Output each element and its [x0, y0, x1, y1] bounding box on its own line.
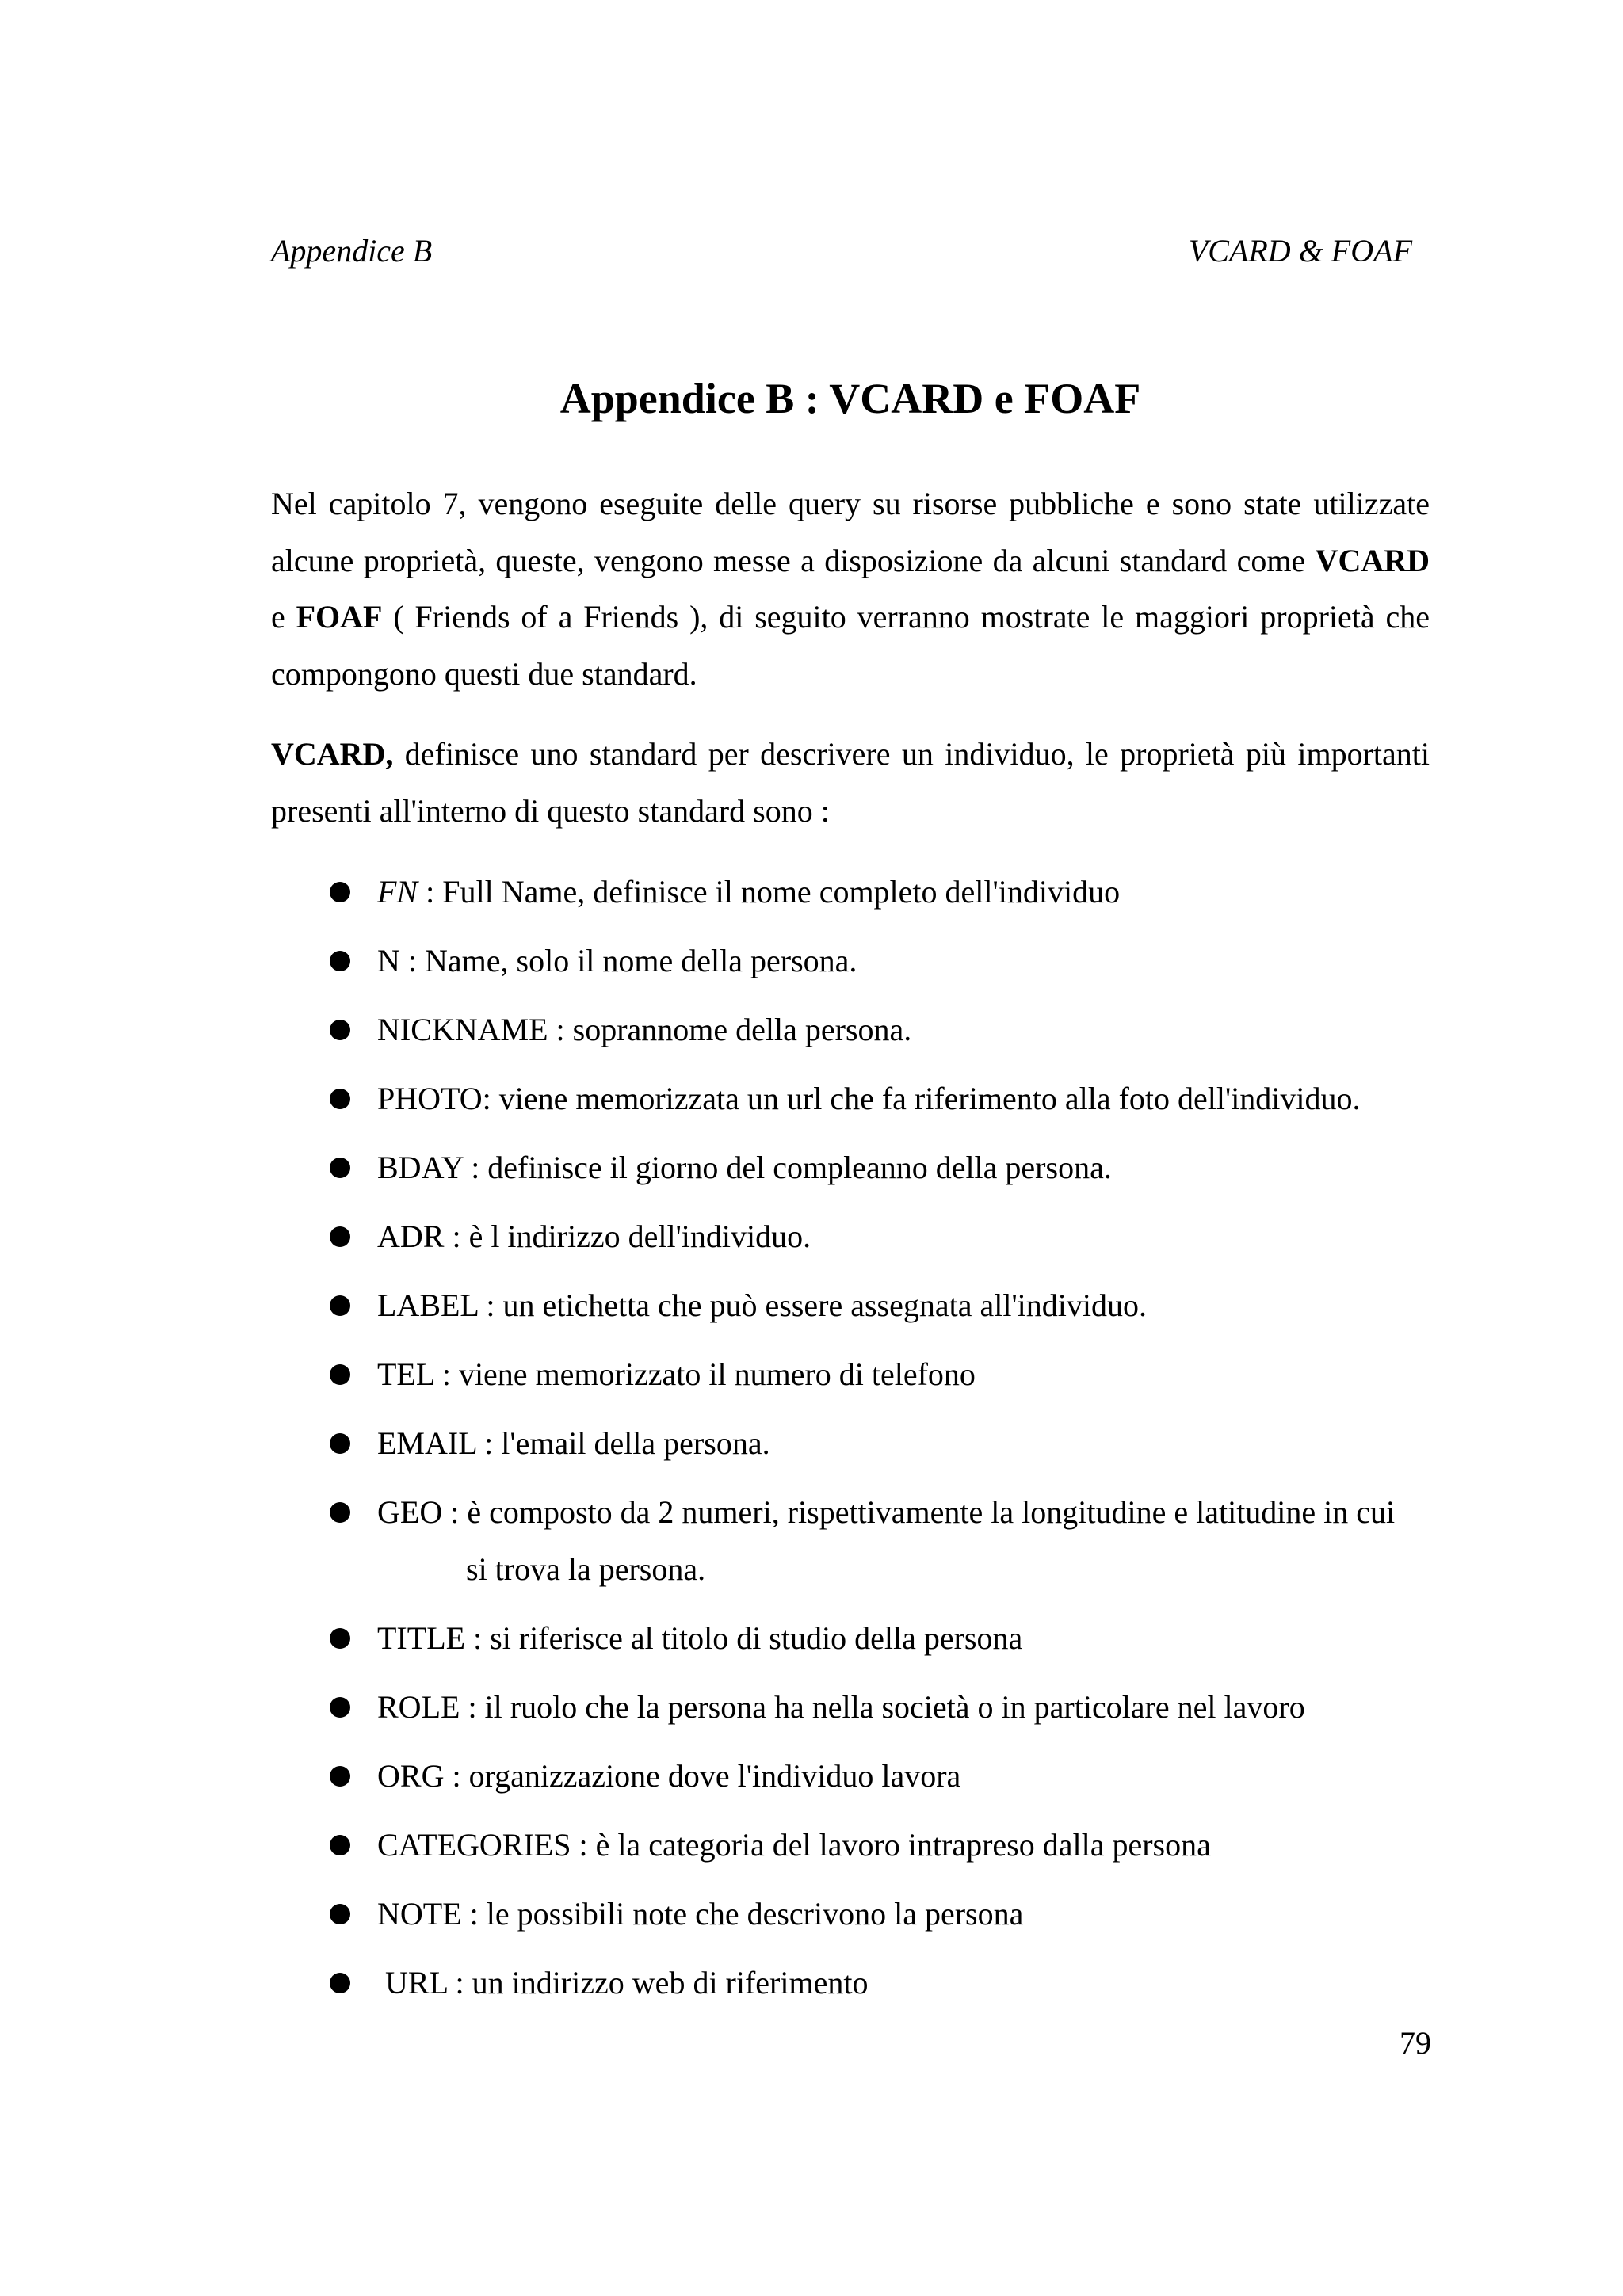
property-description: : l'email della persona. [476, 1425, 770, 1461]
bullet-icon [330, 1628, 350, 1649]
bullet-icon [330, 1089, 350, 1109]
property-description: : si riferisce al titolo di studio della persona [465, 1619, 1023, 1656]
list-item-url [271, 1955, 1430, 2012]
property-description: : un etichetta che può essere assegnata all'individuo. [478, 1287, 1147, 1323]
list-item-label [271, 1277, 1430, 1334]
property-key: LABEL [377, 1287, 479, 1323]
bullet-icon [330, 882, 350, 902]
header-left: Appendice B [271, 233, 433, 269]
property-key: URL [385, 1964, 448, 2000]
property-key: NOTE [377, 1895, 462, 1932]
vcard-intro-bold: VCARD, [271, 736, 394, 772]
bullet-icon [330, 1904, 350, 1924]
property-key: GEO [377, 1494, 443, 1530]
vcard-properties-list [271, 864, 1430, 2023]
bullet-icon [330, 1502, 350, 1523]
intro-text-1: Nel capitolo 7, vengono eseguite delle query su risorse pubbliche e sono state utilizzate alcune proprietà, queste, vengono messe a disposizione da alcuni standard come [271, 486, 1430, 578]
bullet-icon [330, 1295, 350, 1316]
vcard-intro-paragraph [271, 726, 1430, 839]
list-item-org [271, 1748, 1430, 1805]
property-key: ADR [377, 1219, 445, 1254]
intro-text-2: ( Friends of a Friends ), di seguito verranno mostrate le maggiori proprietà che compongono questi due standard. [271, 599, 1430, 692]
list-item-categories [271, 1817, 1430, 1874]
list-item-title [271, 1610, 1430, 1667]
intro-and: e [271, 599, 296, 635]
list-item-role [271, 1679, 1430, 1736]
property-key: EMAIL [377, 1425, 477, 1461]
list-item-fn [271, 864, 1430, 921]
property-key: FN [377, 874, 418, 910]
property-description: : è la categoria del lavoro intrapreso dalla persona [571, 1826, 1211, 1863]
intro-foaf: FOAF [296, 599, 383, 635]
property-key: N [377, 943, 400, 978]
property-key: ROLE [377, 1688, 460, 1725]
property-description: : le possibili note che descrivono la persona [461, 1895, 1024, 1932]
list-item-email [271, 1415, 1430, 1472]
bullet-icon [330, 1433, 350, 1454]
property-description: : viene memorizzato il numero di telefono [433, 1356, 976, 1392]
bullet-icon [330, 1226, 350, 1247]
property-description: : Full Name, definisce il nome completo dell'individuo [418, 874, 1121, 910]
property-key: PHOTO [377, 1081, 483, 1116]
list-item-nickname [271, 1001, 1430, 1058]
list-item-n [271, 933, 1430, 990]
page-title: Appendice B : VCARD e FOAF [559, 375, 1141, 422]
property-description: : viene memorizzata un url che fa riferimento alla foto dell'individuo. [482, 1081, 1361, 1116]
vcard-intro-text: definisce uno standard per descrivere un individuo, le proprietà più importanti presenti all'interno di questo standard sono : [271, 736, 1430, 829]
property-key: CATEGORIES [377, 1826, 571, 1863]
list-item-geo [271, 1484, 1430, 1597]
property-description: : il ruolo che la persona ha nella società o in particolare nel lavoro [460, 1688, 1305, 1725]
bullet-icon [330, 1020, 350, 1040]
property-key: TEL [377, 1356, 434, 1392]
property-description-continuation: si trova la persona. [466, 1550, 706, 1587]
bullet-icon [330, 1973, 350, 1993]
bullet-icon [330, 1697, 350, 1718]
property-description: : è l indirizzo dell'individuo. [444, 1219, 812, 1254]
bullet-icon [330, 1766, 350, 1787]
bullet-icon [330, 1364, 350, 1385]
property-description: : organizzazione dove l'individuo lavora [444, 1757, 961, 1794]
intro-vcard: VCARD [1315, 542, 1430, 578]
property-key: BDAY [377, 1150, 464, 1185]
list-item-photo [271, 1070, 1430, 1127]
property-key: ORG [377, 1757, 445, 1794]
property-key: TITLE [377, 1619, 466, 1656]
list-item-note [271, 1886, 1430, 1943]
bullet-icon [330, 951, 350, 971]
property-description: : Name, solo il nome della persona. [399, 943, 857, 978]
property-key: NICKNAME [377, 1012, 548, 1047]
property-description: : un indirizzo web di riferimento [447, 1964, 869, 2000]
page-number: 79 [1400, 2025, 1431, 2061]
list-item-adr [271, 1208, 1430, 1265]
header-right: VCARD & FOAF [1188, 233, 1412, 269]
property-description: : è composto da 2 numeri, rispettivamente la longitudine e latitudine in cui [442, 1494, 1396, 1530]
bullet-icon [330, 1835, 350, 1855]
intro-paragraph [271, 475, 1430, 702]
list-item-bday [271, 1139, 1430, 1196]
property-description: : soprannome della persona. [548, 1012, 912, 1047]
bullet-icon [330, 1158, 350, 1178]
property-description: : definisce il giorno del compleanno della persona. [463, 1150, 1112, 1185]
list-item-tel [271, 1346, 1430, 1403]
